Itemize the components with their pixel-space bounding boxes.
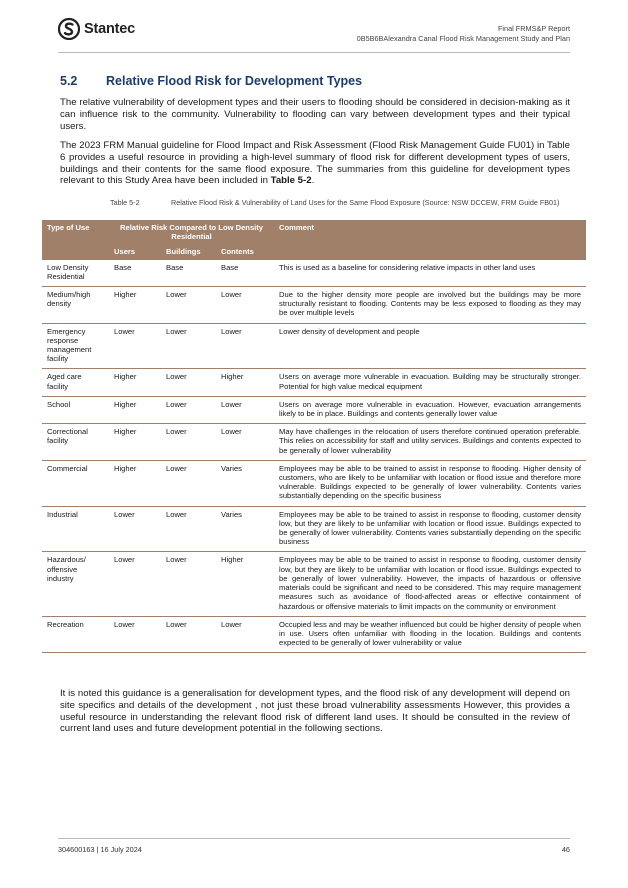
table-row xyxy=(42,424,586,461)
header-comment: Comment xyxy=(274,220,586,260)
report-title: Final FRMS&P Report xyxy=(497,24,570,33)
report-subtitle: 0B5B6BAlexandra Canal Flood Risk Management Study and Plan xyxy=(356,34,570,43)
section-title: Relative Flood Risk for Development Types xyxy=(106,74,363,88)
cell-contents: Lower xyxy=(216,424,274,461)
section-heading xyxy=(60,74,362,88)
cell-comment: This is used as a baseline for considering relative impacts in other land uses xyxy=(274,260,586,287)
cell-type-of-use: Aged care facility xyxy=(42,369,109,396)
cell-contents: Lower xyxy=(216,323,274,369)
cell-buildings: Lower xyxy=(161,323,216,369)
table-row xyxy=(42,552,586,616)
page-number: 46 xyxy=(561,845,570,854)
footer-divider xyxy=(58,838,570,839)
table-caption-label: Table 5-2 xyxy=(110,198,140,207)
header-buildings: Buildings xyxy=(161,244,216,259)
cell-type-of-use: Hazardous/ offensive industry xyxy=(42,552,109,616)
cell-type-of-use: School xyxy=(42,396,109,423)
cell-comment: Employees may be able to be trained to assist in response to flooding. Higher density of customers, who are likely to be unfamiliar with location or flood issue and therefore more vulnerable. Buildings expected to be generally of lower vulnerability. Contents varies substantially depending on the specific business xyxy=(274,460,586,506)
cell-type-of-use: Correctional facility xyxy=(42,424,109,461)
paragraph-guideline xyxy=(60,140,570,187)
cell-comment: Users on average more vulnerable in evacuation. Building may be structurally stronger. Potential for high value medical equipment xyxy=(274,369,586,396)
cell-buildings: Lower xyxy=(161,287,216,324)
cell-contents: Varies xyxy=(216,506,274,552)
report-info xyxy=(357,24,570,44)
paragraph-guideline-text: The 2023 FRM Manual guideline for Flood Impact and Risk Assessment (Flood Risk Management Guide FU01) in Table 6 provides a useful resource in providing a high-level summary of flood risk for different development types of users, buildings and their contents for the same flood exposure. The summaries from this guideline for development types relevant to this Study Area have been included in xyxy=(60,140,570,187)
cell-users: Higher xyxy=(109,287,161,324)
cell-comment: May have challenges in the relocation of users therefore continued operation preferable. This relies on accessibility for staff and utility services. Buildings and contents expected to be generally of lower vulnerability xyxy=(274,424,586,461)
cell-buildings: Lower xyxy=(161,616,216,653)
table-row xyxy=(42,260,586,287)
cell-buildings: Lower xyxy=(161,396,216,423)
cell-comment: Employees may be able to be trained to assist in response to flooding, customer density low, but they are likely to be unfamiliar with location or flood issue. Buildings expected to be generally of lower vulnerability. However, the impacts of hazardous or offensive materials could be significant and need to be considered. This may require management measures such as avoidance of flood-affected areas or effective containment of hazardous or offensive materials to limit impacts on the community or environment xyxy=(274,552,586,616)
cell-users: Lower xyxy=(109,506,161,552)
cell-buildings: Lower xyxy=(161,369,216,396)
stantec-logo-icon xyxy=(58,18,80,40)
header-users: Users xyxy=(109,244,161,259)
footer-reference: 304600163 | 16 July 2024 xyxy=(58,845,142,854)
paragraph-guideline-end: . xyxy=(311,175,315,187)
cell-users: Higher xyxy=(109,396,161,423)
paragraph-conclusion: It is noted this guidance is a generalisation for development types, and the flood risk of any development will depend on site specifics and details of the development , not just these broad vulnerability assessments However, this provides a useful resource in understanding the relevant flood risk of different land uses. It should be consulted in the review of current land uses and future development potential in the following sections. xyxy=(60,688,570,735)
cell-comment: Lower density of development and people xyxy=(274,323,586,369)
cell-type-of-use: Emergency response management facility xyxy=(42,323,109,369)
table-row xyxy=(42,369,586,396)
table-row xyxy=(42,287,586,324)
section-number: 5.2 xyxy=(60,74,78,88)
header-type-of-use: Type of Use xyxy=(42,220,109,260)
cell-users: Higher xyxy=(109,460,161,506)
table-row xyxy=(42,323,586,369)
cell-contents: Lower xyxy=(216,396,274,423)
cell-comment: Due to the higher density more people are involved but the buildings may be more structurally resistant to flooding. Contents may be less exposed to flooding as they may be over multiple levels xyxy=(274,287,586,324)
cell-type-of-use: Commercial xyxy=(42,460,109,506)
paragraph-intro: The relative vulnerability of development types and their users to flooding should be considered in decision-making as it can influence risk to the community. Vulnerability to flooding can vary between development types and their typical users. xyxy=(60,97,570,132)
table-row xyxy=(42,396,586,423)
cell-contents: Higher xyxy=(216,369,274,396)
cell-buildings: Lower xyxy=(161,552,216,616)
header-relative-risk: Relative Risk Compared to Low Density Residential xyxy=(109,220,274,244)
cell-contents: Lower xyxy=(216,616,274,653)
cell-users: Higher xyxy=(109,369,161,396)
table-row xyxy=(42,460,586,506)
brand-name: Stantec xyxy=(84,21,135,37)
cell-type-of-use: Low Density Residential xyxy=(42,260,109,287)
cell-users: Lower xyxy=(109,616,161,653)
cell-users: Lower xyxy=(109,323,161,369)
cell-comment: Occupied less and may be weather influenced but could be higher density of people when in use. Users often unfamiliar with flooding in the location. Buildings and contents expected to be generally of lower vulnerability or value xyxy=(274,616,586,653)
cell-comment: Employees may be able to be trained to assist in response to flooding, customer density low, but they are likely to be unfamiliar with location or flood issue. Buildings expected to be generally of lower vulnerability. Contents varies substantially depending on the specific business xyxy=(274,506,586,552)
header-contents: Contents xyxy=(216,244,274,259)
cell-contents: Varies xyxy=(216,460,274,506)
cell-buildings: Base xyxy=(161,260,216,287)
cell-type-of-use: Medium/high density xyxy=(42,287,109,324)
brand-logo xyxy=(58,18,135,40)
cell-users: Higher xyxy=(109,424,161,461)
cell-users: Base xyxy=(109,260,161,287)
cell-contents: Lower xyxy=(216,287,274,324)
table-caption-text: Relative Flood Risk & Vulnerability of Land Uses for the Same Flood Exposure (Source: NSW DCCEW, FRM Guide FB01) xyxy=(171,198,560,207)
cell-type-of-use: Industrial xyxy=(42,506,109,552)
cell-type-of-use: Recreation xyxy=(42,616,109,653)
cell-contents: Base xyxy=(216,260,274,287)
cell-buildings: Lower xyxy=(161,460,216,506)
cell-contents: Higher xyxy=(216,552,274,616)
table-row xyxy=(42,616,586,653)
cell-comment: Users on average more vulnerable in evacuation. However, evacuation arrangements likely to be in place. Buildings and contents generally lower value xyxy=(274,396,586,423)
page-header xyxy=(58,16,570,50)
cell-users: Lower xyxy=(109,552,161,616)
cell-buildings: Lower xyxy=(161,506,216,552)
table-row xyxy=(42,506,586,552)
cell-buildings: Lower xyxy=(161,424,216,461)
header-divider xyxy=(58,52,570,53)
flood-risk-table xyxy=(42,220,586,653)
table-reference: Table 5-2 xyxy=(270,175,312,187)
